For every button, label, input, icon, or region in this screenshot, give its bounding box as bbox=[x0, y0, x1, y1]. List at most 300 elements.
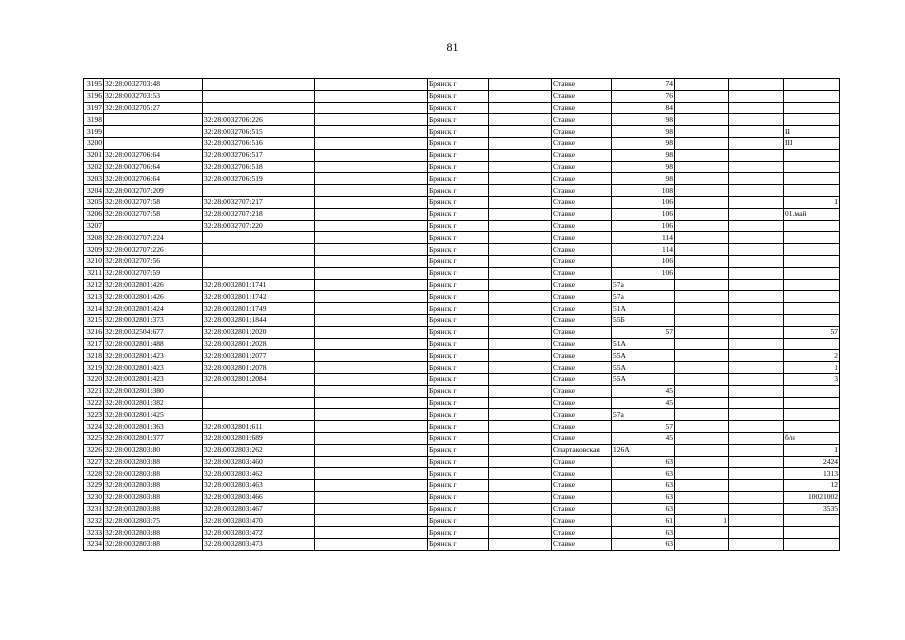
street-cell: Ставке bbox=[552, 468, 612, 480]
apartment-cell bbox=[784, 385, 840, 397]
apartment-cell: 01.май bbox=[784, 208, 840, 220]
blank-col-cell bbox=[315, 515, 428, 527]
house-number-cell: 84 bbox=[612, 102, 675, 114]
city-cell: Брянск г bbox=[428, 468, 489, 480]
blank-col-2-cell bbox=[489, 267, 552, 279]
house-number-cell: 98 bbox=[612, 137, 675, 149]
cadastral-number-parcel-cell bbox=[104, 126, 203, 138]
street-cell: Ставке bbox=[552, 267, 612, 279]
cadastral-number-parcel-cell: 32:28:0032801:426 bbox=[104, 291, 203, 303]
street-cell: Ставке bbox=[552, 303, 612, 315]
cadastral-number-object-cell: 32:28:0032707:220 bbox=[203, 220, 315, 232]
blank-col-2-cell bbox=[489, 137, 552, 149]
extra-1-cell bbox=[675, 255, 729, 267]
row-number-cell: 3200 bbox=[84, 137, 104, 149]
apartment-cell bbox=[784, 314, 840, 326]
cadastral-number-parcel-cell: 32:28:0032707:58 bbox=[104, 208, 203, 220]
apartment-cell bbox=[784, 232, 840, 244]
table-row bbox=[84, 350, 840, 362]
cadastral-number-object-cell: 32:28:0032801:1742 bbox=[203, 291, 315, 303]
extra-1-cell bbox=[675, 468, 729, 480]
apartment-cell bbox=[784, 539, 840, 551]
table-row bbox=[84, 456, 840, 468]
street-cell: Ставке bbox=[552, 255, 612, 267]
city-cell: Брянск г bbox=[428, 491, 489, 503]
street-cell: Ставке bbox=[552, 338, 612, 350]
table-row bbox=[84, 373, 840, 385]
street-cell: Ставке bbox=[552, 373, 612, 385]
extra-2-cell bbox=[729, 503, 784, 515]
apartment-cell bbox=[784, 79, 840, 91]
street-cell: Ставке bbox=[552, 114, 612, 126]
extra-2-cell bbox=[729, 79, 784, 91]
house-number-cell: 98 bbox=[612, 161, 675, 173]
blank-col-2-cell bbox=[489, 491, 552, 503]
street-cell: Ставке bbox=[552, 503, 612, 515]
city-cell: Брянск г bbox=[428, 196, 489, 208]
apartment-cell: б/н bbox=[784, 432, 840, 444]
house-number-cell: 45 bbox=[612, 432, 675, 444]
cadastral-number-parcel-cell: 32:28:0032801:425 bbox=[104, 409, 203, 421]
table-row bbox=[84, 432, 840, 444]
city-cell: Брянск г bbox=[428, 220, 489, 232]
apartment-cell: 1 bbox=[784, 444, 840, 456]
cadastral-number-object-cell bbox=[203, 397, 315, 409]
cadastral-number-object-cell: 32:28:0032803:470 bbox=[203, 515, 315, 527]
apartment-cell: 2424 bbox=[784, 456, 840, 468]
blank-col-cell bbox=[315, 350, 428, 362]
extra-1-cell bbox=[675, 314, 729, 326]
street-cell: Ставке bbox=[552, 79, 612, 91]
extra-2-cell bbox=[729, 161, 784, 173]
cadastral-number-parcel-cell: 32:28:0032801:423 bbox=[104, 362, 203, 374]
table-row bbox=[84, 303, 840, 315]
table-row bbox=[84, 173, 840, 185]
row-number-cell: 3223 bbox=[84, 409, 104, 421]
cadastral-number-object-cell: 32:28:0032707:217 bbox=[203, 196, 315, 208]
cadastral-number-object-cell: 32:28:0032801:2084 bbox=[203, 373, 315, 385]
cadastral-number-object-cell: 32:28:0032706:519 bbox=[203, 173, 315, 185]
street-cell: Ставке bbox=[552, 432, 612, 444]
apartment-cell: 3 bbox=[784, 373, 840, 385]
blank-col-2-cell bbox=[489, 126, 552, 138]
blank-col-cell bbox=[315, 255, 428, 267]
blank-col-cell bbox=[315, 79, 428, 91]
house-number-cell: 74 bbox=[612, 79, 675, 91]
house-number-cell: 45 bbox=[612, 385, 675, 397]
row-number-cell: 3232 bbox=[84, 515, 104, 527]
cadastral-number-parcel-cell: 32:28:0032504:677 bbox=[104, 326, 203, 338]
extra-2-cell bbox=[729, 385, 784, 397]
blank-col-2-cell bbox=[489, 409, 552, 421]
row-number-cell: 3201 bbox=[84, 149, 104, 161]
extra-2-cell bbox=[729, 468, 784, 480]
blank-col-cell bbox=[315, 102, 428, 114]
blank-col-2-cell bbox=[489, 196, 552, 208]
blank-col-2-cell bbox=[489, 303, 552, 315]
cadastral-number-object-cell bbox=[203, 267, 315, 279]
apartment-cell: 12 bbox=[784, 480, 840, 492]
blank-col-2-cell bbox=[489, 244, 552, 256]
row-number-cell: 3224 bbox=[84, 421, 104, 433]
table-row bbox=[84, 267, 840, 279]
apartment-cell bbox=[784, 397, 840, 409]
apartment-cell bbox=[784, 244, 840, 256]
blank-col-cell bbox=[315, 161, 428, 173]
blank-col-2-cell bbox=[489, 291, 552, 303]
apartment-cell bbox=[784, 279, 840, 291]
blank-col-cell bbox=[315, 185, 428, 197]
extra-2-cell bbox=[729, 232, 784, 244]
apartment-cell: III bbox=[784, 137, 840, 149]
cadastral-number-parcel-cell: 32:28:0032801:423 bbox=[104, 350, 203, 362]
city-cell: Брянск г bbox=[428, 397, 489, 409]
street-cell: Ставке bbox=[552, 173, 612, 185]
blank-col-cell bbox=[315, 90, 428, 102]
table-row bbox=[84, 480, 840, 492]
extra-1-cell bbox=[675, 385, 729, 397]
blank-col-2-cell bbox=[489, 480, 552, 492]
table-row bbox=[84, 185, 840, 197]
street-cell: Ставке bbox=[552, 185, 612, 197]
extra-2-cell bbox=[729, 303, 784, 315]
apartment-cell: 3535 bbox=[784, 503, 840, 515]
house-number-cell: 106 bbox=[612, 196, 675, 208]
row-number-cell: 3212 bbox=[84, 279, 104, 291]
extra-1-cell bbox=[675, 491, 729, 503]
row-number-cell: 3206 bbox=[84, 208, 104, 220]
table-row bbox=[84, 244, 840, 256]
extra-2-cell bbox=[729, 373, 784, 385]
extra-2-cell bbox=[729, 279, 784, 291]
table-row bbox=[84, 444, 840, 456]
row-number-cell: 3218 bbox=[84, 350, 104, 362]
apartment-cell bbox=[784, 161, 840, 173]
blank-col-cell bbox=[315, 456, 428, 468]
house-number-cell: 57 bbox=[612, 326, 675, 338]
cadastral-number-parcel-cell: 32:28:0032703:48 bbox=[104, 79, 203, 91]
city-cell: Брянск г bbox=[428, 173, 489, 185]
apartment-cell bbox=[784, 90, 840, 102]
apartment-cell: 1 bbox=[784, 196, 840, 208]
extra-1-cell bbox=[675, 149, 729, 161]
row-number-cell: 3215 bbox=[84, 314, 104, 326]
blank-col-cell bbox=[315, 137, 428, 149]
row-number-cell: 3199 bbox=[84, 126, 104, 138]
cadastral-number-object-cell bbox=[203, 90, 315, 102]
cadastral-number-object-cell: 32:28:0032706:518 bbox=[203, 161, 315, 173]
blank-col-cell bbox=[315, 432, 428, 444]
cadastral-number-parcel-cell: 32:28:0032801:382 bbox=[104, 397, 203, 409]
street-cell: Ставке bbox=[552, 149, 612, 161]
house-number-cell: 55Б bbox=[612, 314, 675, 326]
blank-col-2-cell bbox=[489, 385, 552, 397]
city-cell: Брянск г bbox=[428, 314, 489, 326]
cadastral-number-parcel-cell: 32:28:0032803:75 bbox=[104, 515, 203, 527]
street-cell: Ставке bbox=[552, 314, 612, 326]
house-number-cell: 63 bbox=[612, 468, 675, 480]
blank-col-cell bbox=[315, 362, 428, 374]
city-cell: Брянск г bbox=[428, 185, 489, 197]
street-cell: Ставке bbox=[552, 362, 612, 374]
cadastral-number-object-cell: 32:28:0032706:517 bbox=[203, 149, 315, 161]
blank-col-2-cell bbox=[489, 515, 552, 527]
row-number-cell: 3230 bbox=[84, 491, 104, 503]
city-cell: Брянск г bbox=[428, 444, 489, 456]
blank-col-cell bbox=[315, 468, 428, 480]
apartment-cell bbox=[784, 102, 840, 114]
street-cell: Ставке bbox=[552, 421, 612, 433]
cadastral-number-parcel-cell bbox=[104, 220, 203, 232]
cadastral-number-object-cell bbox=[203, 79, 315, 91]
apartment-cell bbox=[784, 291, 840, 303]
house-number-cell: 108 bbox=[612, 185, 675, 197]
table-row bbox=[84, 539, 840, 551]
house-number-cell: 63 bbox=[612, 539, 675, 551]
table-row bbox=[84, 385, 840, 397]
city-cell: Брянск г bbox=[428, 232, 489, 244]
city-cell: Брянск г bbox=[428, 409, 489, 421]
house-number-cell: 57а bbox=[612, 279, 675, 291]
street-cell: Ставке bbox=[552, 220, 612, 232]
blank-col-cell bbox=[315, 527, 428, 539]
blank-col-cell bbox=[315, 208, 428, 220]
cadastral-number-object-cell bbox=[203, 255, 315, 267]
extra-2-cell bbox=[729, 432, 784, 444]
table-row bbox=[84, 208, 840, 220]
cadastral-number-object-cell: 32:28:0032801:2077 bbox=[203, 350, 315, 362]
table-body bbox=[84, 79, 840, 551]
city-cell: Брянск г bbox=[428, 373, 489, 385]
street-cell: Ставке bbox=[552, 515, 612, 527]
extra-2-cell bbox=[729, 480, 784, 492]
table-row bbox=[84, 326, 840, 338]
table-row bbox=[84, 149, 840, 161]
extra-2-cell bbox=[729, 255, 784, 267]
extra-2-cell bbox=[729, 314, 784, 326]
cadastral-number-object-cell: 32:28:0032801:1844 bbox=[203, 314, 315, 326]
blank-col-2-cell bbox=[489, 350, 552, 362]
blank-col-2-cell bbox=[489, 161, 552, 173]
blank-col-cell bbox=[315, 267, 428, 279]
street-cell: Ставке bbox=[552, 527, 612, 539]
row-number-cell: 3225 bbox=[84, 432, 104, 444]
cadastral-number-parcel-cell: 32:28:0032801:380 bbox=[104, 385, 203, 397]
table-row bbox=[84, 291, 840, 303]
apartment-cell: II bbox=[784, 126, 840, 138]
row-number-cell: 3219 bbox=[84, 362, 104, 374]
blank-col-cell bbox=[315, 503, 428, 515]
city-cell: Брянск г bbox=[428, 456, 489, 468]
city-cell: Брянск г bbox=[428, 326, 489, 338]
extra-2-cell bbox=[729, 291, 784, 303]
blank-col-2-cell bbox=[489, 421, 552, 433]
blank-col-2-cell bbox=[489, 373, 552, 385]
cadastral-number-object-cell: 32:28:0032801:2028 bbox=[203, 338, 315, 350]
row-number-cell: 3227 bbox=[84, 456, 104, 468]
blank-col-2-cell bbox=[489, 279, 552, 291]
extra-1-cell: 1 bbox=[675, 515, 729, 527]
house-number-cell: 57 bbox=[612, 421, 675, 433]
row-number-cell: 3213 bbox=[84, 291, 104, 303]
blank-col-2-cell bbox=[489, 539, 552, 551]
row-number-cell: 3234 bbox=[84, 539, 104, 551]
blank-col-cell bbox=[315, 539, 428, 551]
street-cell: Ставке bbox=[552, 232, 612, 244]
table-row bbox=[84, 515, 840, 527]
blank-col-cell bbox=[315, 314, 428, 326]
extra-2-cell bbox=[729, 409, 784, 421]
city-cell: Брянск г bbox=[428, 161, 489, 173]
house-number-cell: 51А bbox=[612, 303, 675, 315]
blank-col-2-cell bbox=[489, 185, 552, 197]
house-number-cell: 98 bbox=[612, 126, 675, 138]
extra-2-cell bbox=[729, 90, 784, 102]
apartment-cell bbox=[784, 114, 840, 126]
city-cell: Брянск г bbox=[428, 126, 489, 138]
house-number-cell: 55А bbox=[612, 373, 675, 385]
extra-2-cell bbox=[729, 397, 784, 409]
row-number-cell: 3197 bbox=[84, 102, 104, 114]
cadastral-number-object-cell: 32:28:0032801:2078 bbox=[203, 362, 315, 374]
blank-col-cell bbox=[315, 444, 428, 456]
extra-2-cell bbox=[729, 326, 784, 338]
row-number-cell: 3221 bbox=[84, 385, 104, 397]
row-number-cell: 3226 bbox=[84, 444, 104, 456]
blank-col-2-cell bbox=[489, 149, 552, 161]
city-cell: Брянск г bbox=[428, 421, 489, 433]
street-cell: Ставке bbox=[552, 385, 612, 397]
table-row bbox=[84, 114, 840, 126]
extra-2-cell bbox=[729, 456, 784, 468]
table-row bbox=[84, 255, 840, 267]
city-cell: Брянск г bbox=[428, 291, 489, 303]
table-row bbox=[84, 161, 840, 173]
extra-1-cell bbox=[675, 102, 729, 114]
extra-1-cell bbox=[675, 373, 729, 385]
cadastral-number-parcel-cell bbox=[104, 114, 203, 126]
blank-col-2-cell bbox=[489, 220, 552, 232]
apartment-cell bbox=[784, 338, 840, 350]
house-number-cell: 63 bbox=[612, 491, 675, 503]
cadastral-number-object-cell: 32:28:0032803:467 bbox=[203, 503, 315, 515]
extra-2-cell bbox=[729, 126, 784, 138]
city-cell: Брянск г bbox=[428, 244, 489, 256]
extra-2-cell bbox=[729, 338, 784, 350]
extra-2-cell bbox=[729, 444, 784, 456]
extra-1-cell bbox=[675, 79, 729, 91]
extra-1-cell bbox=[675, 196, 729, 208]
cadastral-number-object-cell: 32:28:0032801:2020 bbox=[203, 326, 315, 338]
extra-1-cell bbox=[675, 503, 729, 515]
apartment-cell bbox=[784, 220, 840, 232]
row-number-cell: 3216 bbox=[84, 326, 104, 338]
cadastral-number-object-cell: 32:28:0032801:689 bbox=[203, 432, 315, 444]
blank-col-cell bbox=[315, 338, 428, 350]
house-number-cell: 98 bbox=[612, 149, 675, 161]
extra-1-cell bbox=[675, 444, 729, 456]
city-cell: Брянск г bbox=[428, 432, 489, 444]
blank-col-cell bbox=[315, 409, 428, 421]
city-cell: Брянск г bbox=[428, 480, 489, 492]
blank-col-cell bbox=[315, 326, 428, 338]
extra-1-cell bbox=[675, 161, 729, 173]
blank-col-cell bbox=[315, 196, 428, 208]
blank-col-cell bbox=[315, 126, 428, 138]
blank-col-2-cell bbox=[489, 468, 552, 480]
apartment-cell: 10021002 bbox=[784, 491, 840, 503]
cadastral-number-object-cell bbox=[203, 185, 315, 197]
page-number: 81 bbox=[446, 40, 459, 54]
cadastral-number-object-cell: 32:28:0032706:226 bbox=[203, 114, 315, 126]
row-number-cell: 3214 bbox=[84, 303, 104, 315]
cadastral-number-object-cell bbox=[203, 385, 315, 397]
extra-2-cell bbox=[729, 137, 784, 149]
city-cell: Брянск г bbox=[428, 539, 489, 551]
cadastral-number-parcel-cell: 32:28:0032706:64 bbox=[104, 161, 203, 173]
cadastral-number-parcel-cell: 32:28:0032705:27 bbox=[104, 102, 203, 114]
house-number-cell: 106 bbox=[612, 208, 675, 220]
city-cell: Брянск г bbox=[428, 350, 489, 362]
blank-col-2-cell bbox=[489, 326, 552, 338]
cadastral-number-object-cell: 32:28:0032803:463 bbox=[203, 480, 315, 492]
blank-col-cell bbox=[315, 373, 428, 385]
row-number-cell: 3229 bbox=[84, 480, 104, 492]
extra-2-cell bbox=[729, 244, 784, 256]
blank-col-2-cell bbox=[489, 362, 552, 374]
extra-1-cell bbox=[675, 326, 729, 338]
city-cell: Брянск г bbox=[428, 385, 489, 397]
street-cell: Ставке bbox=[552, 456, 612, 468]
cadastral-number-object-cell: 32:28:0032707:218 bbox=[203, 208, 315, 220]
extra-2-cell bbox=[729, 527, 784, 539]
extra-2-cell bbox=[729, 539, 784, 551]
row-number-cell: 3209 bbox=[84, 244, 104, 256]
table-row bbox=[84, 220, 840, 232]
extra-2-cell bbox=[729, 208, 784, 220]
cadastral-number-parcel-cell: 32:28:0032703:53 bbox=[104, 90, 203, 102]
cadastral-number-object-cell: 32:28:0032803:460 bbox=[203, 456, 315, 468]
street-cell: Ставке bbox=[552, 90, 612, 102]
street-cell: Ставке bbox=[552, 161, 612, 173]
extra-1-cell bbox=[675, 409, 729, 421]
street-cell: Ставке bbox=[552, 480, 612, 492]
cadastral-number-parcel-cell: 32:28:0032803:80 bbox=[104, 444, 203, 456]
cadastral-number-parcel-cell: 32:28:0032707:58 bbox=[104, 196, 203, 208]
table-row bbox=[84, 102, 840, 114]
apartment-cell: 1313 bbox=[784, 468, 840, 480]
cadastral-number-parcel-cell: 32:28:0032707:56 bbox=[104, 255, 203, 267]
extra-2-cell bbox=[729, 491, 784, 503]
street-cell: Ставке bbox=[552, 491, 612, 503]
house-number-cell: 63 bbox=[612, 456, 675, 468]
apartment-cell bbox=[784, 421, 840, 433]
extra-1-cell bbox=[675, 539, 729, 551]
street-cell: Ставке bbox=[552, 539, 612, 551]
blank-col-cell bbox=[315, 232, 428, 244]
cadastral-number-parcel-cell: 32:28:0032803:88 bbox=[104, 480, 203, 492]
cadastral-number-object-cell: 32:28:0032803:472 bbox=[203, 527, 315, 539]
blank-col-cell bbox=[315, 303, 428, 315]
street-cell: Ставке bbox=[552, 409, 612, 421]
cadastral-number-object-cell: 32:28:0032801:1749 bbox=[203, 303, 315, 315]
blank-col-2-cell bbox=[489, 90, 552, 102]
cadastral-number-parcel-cell: 32:28:0032803:88 bbox=[104, 527, 203, 539]
city-cell: Брянск г bbox=[428, 102, 489, 114]
extra-1-cell bbox=[675, 291, 729, 303]
blank-col-2-cell bbox=[489, 255, 552, 267]
house-number-cell: 106 bbox=[612, 220, 675, 232]
